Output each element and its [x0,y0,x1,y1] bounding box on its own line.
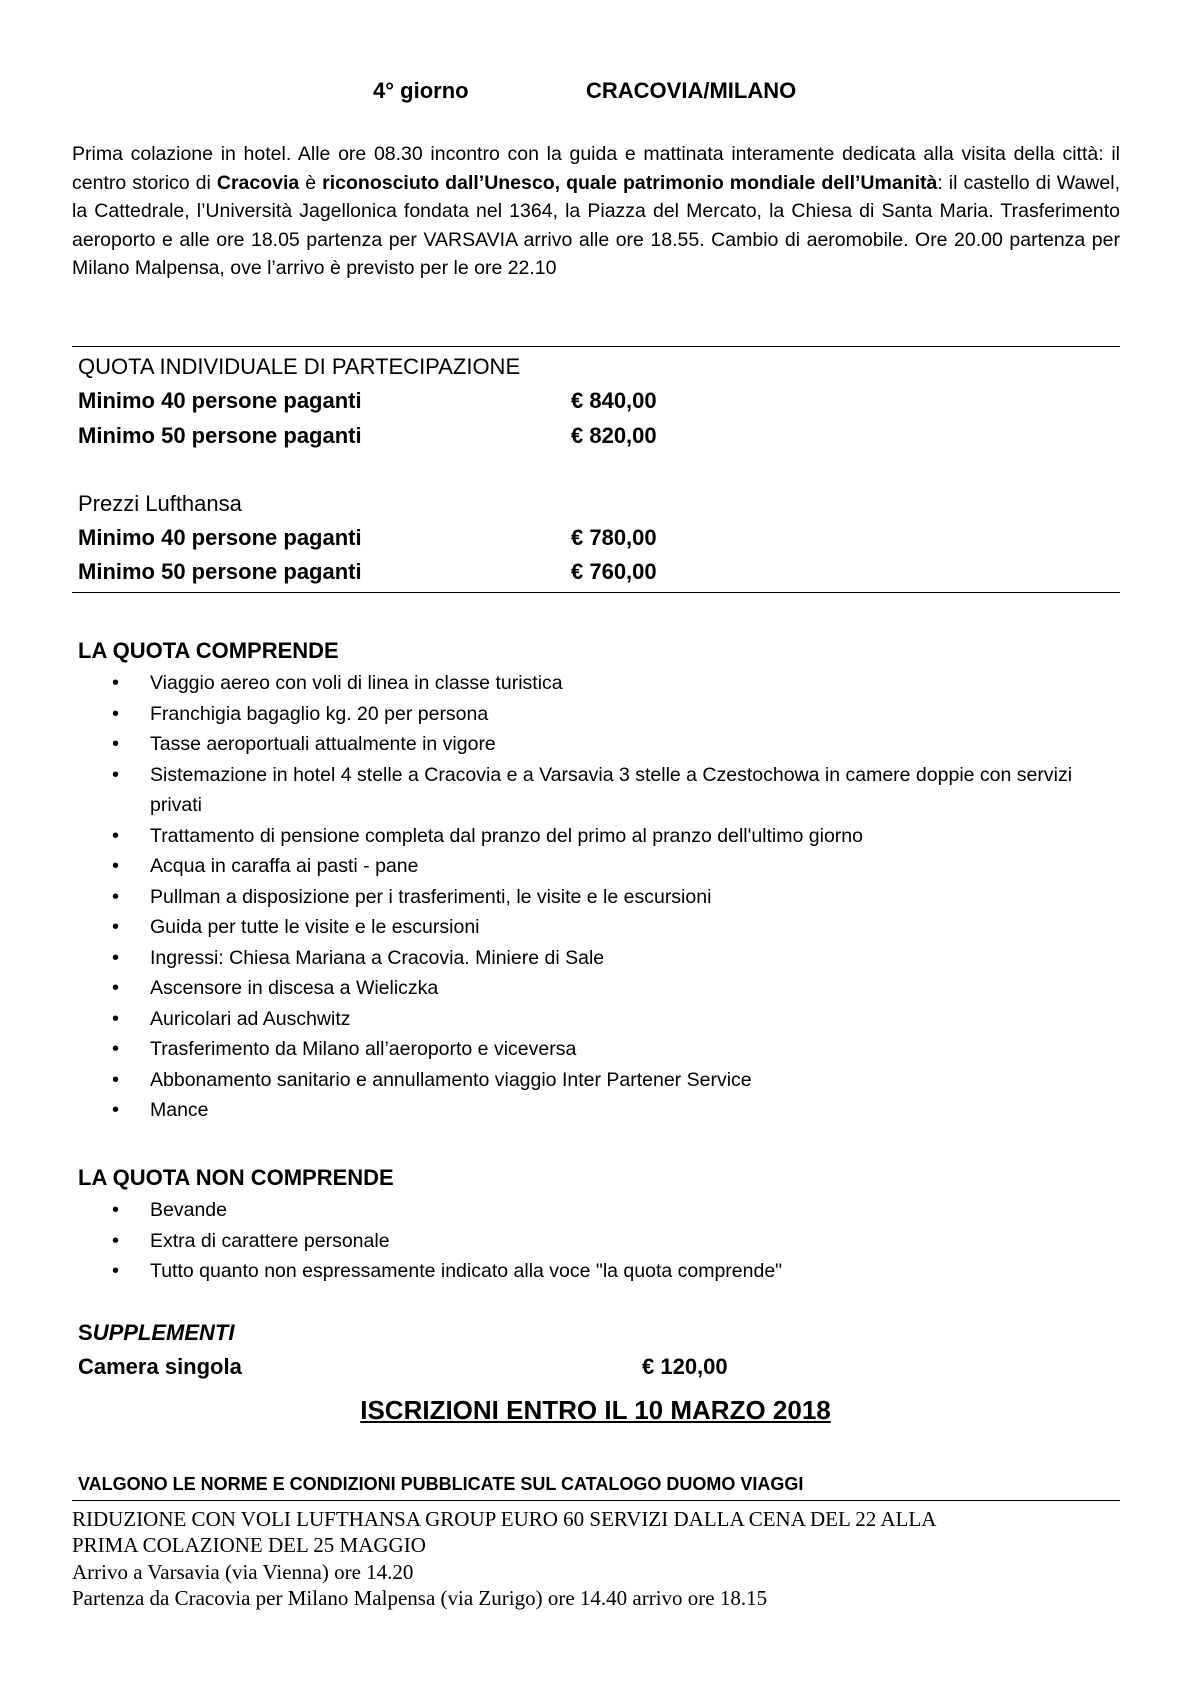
list-item: • Tutto quanto non espressamente indicato alla voce "la quota comprende" [110,1256,1120,1287]
riduzione-line: RIDUZIONE CON VOLI LUFTHANSA GROUP EURO 60 SERVIZI DALLA CENA DEL 22 ALLA [72,1507,937,1531]
iscrizioni-deadline: ISCRIZIONI ENTRO IL 10 MARZO 2018 [360,1395,831,1425]
supplementi-title-initial: S [78,1320,93,1345]
list-item: • Viaggio aereo con voli di linea in classe turistica [110,668,1120,699]
supplemento-price: € 120,00 [642,1354,728,1379]
day-label: 4° giorno [373,78,469,103]
comprende-list [110,668,1120,1126]
divider-norme [72,1500,1120,1501]
lufthansa-row-label: Minimo 40 persone paganti [78,525,362,550]
list-item: • Guida per tutte le visite e le escursioni [110,912,1120,943]
quota-title: QUOTA INDIVIDUALE DI PARTECIPAZIONE [78,354,521,379]
quota-row-label: Minimo 50 persone paganti [78,423,362,448]
list-item: • Sistemazione in hotel 4 stelle a Cracovia e a Varsavia 3 stelle a Czestochowa in camere doppie con servizi privati [110,760,1120,821]
comprende-title: LA QUOTA COMPRENDE [78,638,339,663]
riduzione-line: PRIMA COLAZIONE DEL 25 MAGGIO [72,1533,426,1557]
intro-text-3: : il castello di Wawel, la Cattedrale, l’Università Jagellonica fondata nel 1364, la Piazza del Mercato, la Chiesa di Santa Maria. Trasferimento aeroporto e alle ore 18.05 partenza per VARSAVIA arrivo alle ore 18.55. Cambio di aeromobile. Ore 20.00 partenza per Milano Malpensa, ove l’arrivo è previsto per le ore 22.10 [72,171,1120,279]
norme-notice: VALGONO LE NORME E CONDIZIONI PUBBLICATE SUL CATALOGO DUOMO VIAGGI [78,1474,804,1494]
day-route: CRACOVIA/MILANO [586,78,797,103]
list-item: • Bevande [110,1195,1120,1226]
list-item: • Abbonamento sanitario e annullamento viaggio Inter Partener Service [110,1065,1120,1096]
list-item: • Ascensore in discesa a Wieliczka [110,973,1120,1004]
list-item: • Pullman a disposizione per i trasferimenti, le visite e le escursioni [110,882,1120,913]
intro-paragraph [72,140,1120,283]
list-item: • Ingressi: Chiesa Mariana a Cracovia. Miniere di Sale [110,943,1120,974]
divider-quota [72,592,1120,593]
intro-city: Cracovia [216,171,300,194]
quota-row-price: € 840,00 [571,388,657,413]
lufthansa-row-label: Minimo 50 persone paganti [78,559,362,584]
list-item: • Extra di carattere personale [110,1226,1120,1257]
lufthansa-title: Prezzi Lufthansa [78,491,242,516]
supplemento-label: Camera singola [78,1354,242,1379]
quota-row-price: € 820,00 [571,423,657,448]
supplementi-title [78,1318,234,1348]
quota-row-label: Minimo 40 persone paganti [78,388,362,413]
list-item: • Auricolari ad Auschwitz [110,1004,1120,1035]
intro-unesco: riconosciuto dall’Unesco, quale patrimonio mondiale dell’Umanità [322,171,938,194]
non-comprende-title: LA QUOTA NON COMPRENDE [78,1165,394,1190]
list-item: • Trattamento di pensione completa dal pranzo del primo al pranzo dell'ultimo giorno [110,821,1120,852]
intro-text-2: è [299,171,323,194]
divider-top [72,346,1120,347]
list-item: • Acqua in caraffa ai pasti - pane [110,851,1120,882]
day-header [0,72,1191,112]
intro-text-1: Prima colazione in hotel. Alle ore 08.30 incontro con la guida e mattinata interamente dedicata alla visita della città: il centro storico di [72,143,1120,194]
supplementi-title-rest: UPPLEMENTI [92,1320,235,1345]
lufthansa-row-price: € 760,00 [571,559,657,584]
partenza-line: Partenza da Cracovia per Milano Malpensa (via Zurigo) ore 14.40 arrivo ore 18.15 [72,1586,768,1610]
non-comprende-list [110,1195,1120,1287]
list-item: • Trasferimento da Milano all’aeroporto e viceversa [110,1034,1120,1065]
arrivo-line: Arrivo a Varsavia (via Vienna) ore 14.20 [72,1560,414,1584]
lufthansa-row-price: € 780,00 [571,525,657,550]
list-item: • Tasse aeroportuali attualmente in vigore [110,729,1120,760]
list-item: • Mance [110,1095,1120,1126]
list-item: • Franchigia bagaglio kg. 20 per persona [110,699,1120,730]
